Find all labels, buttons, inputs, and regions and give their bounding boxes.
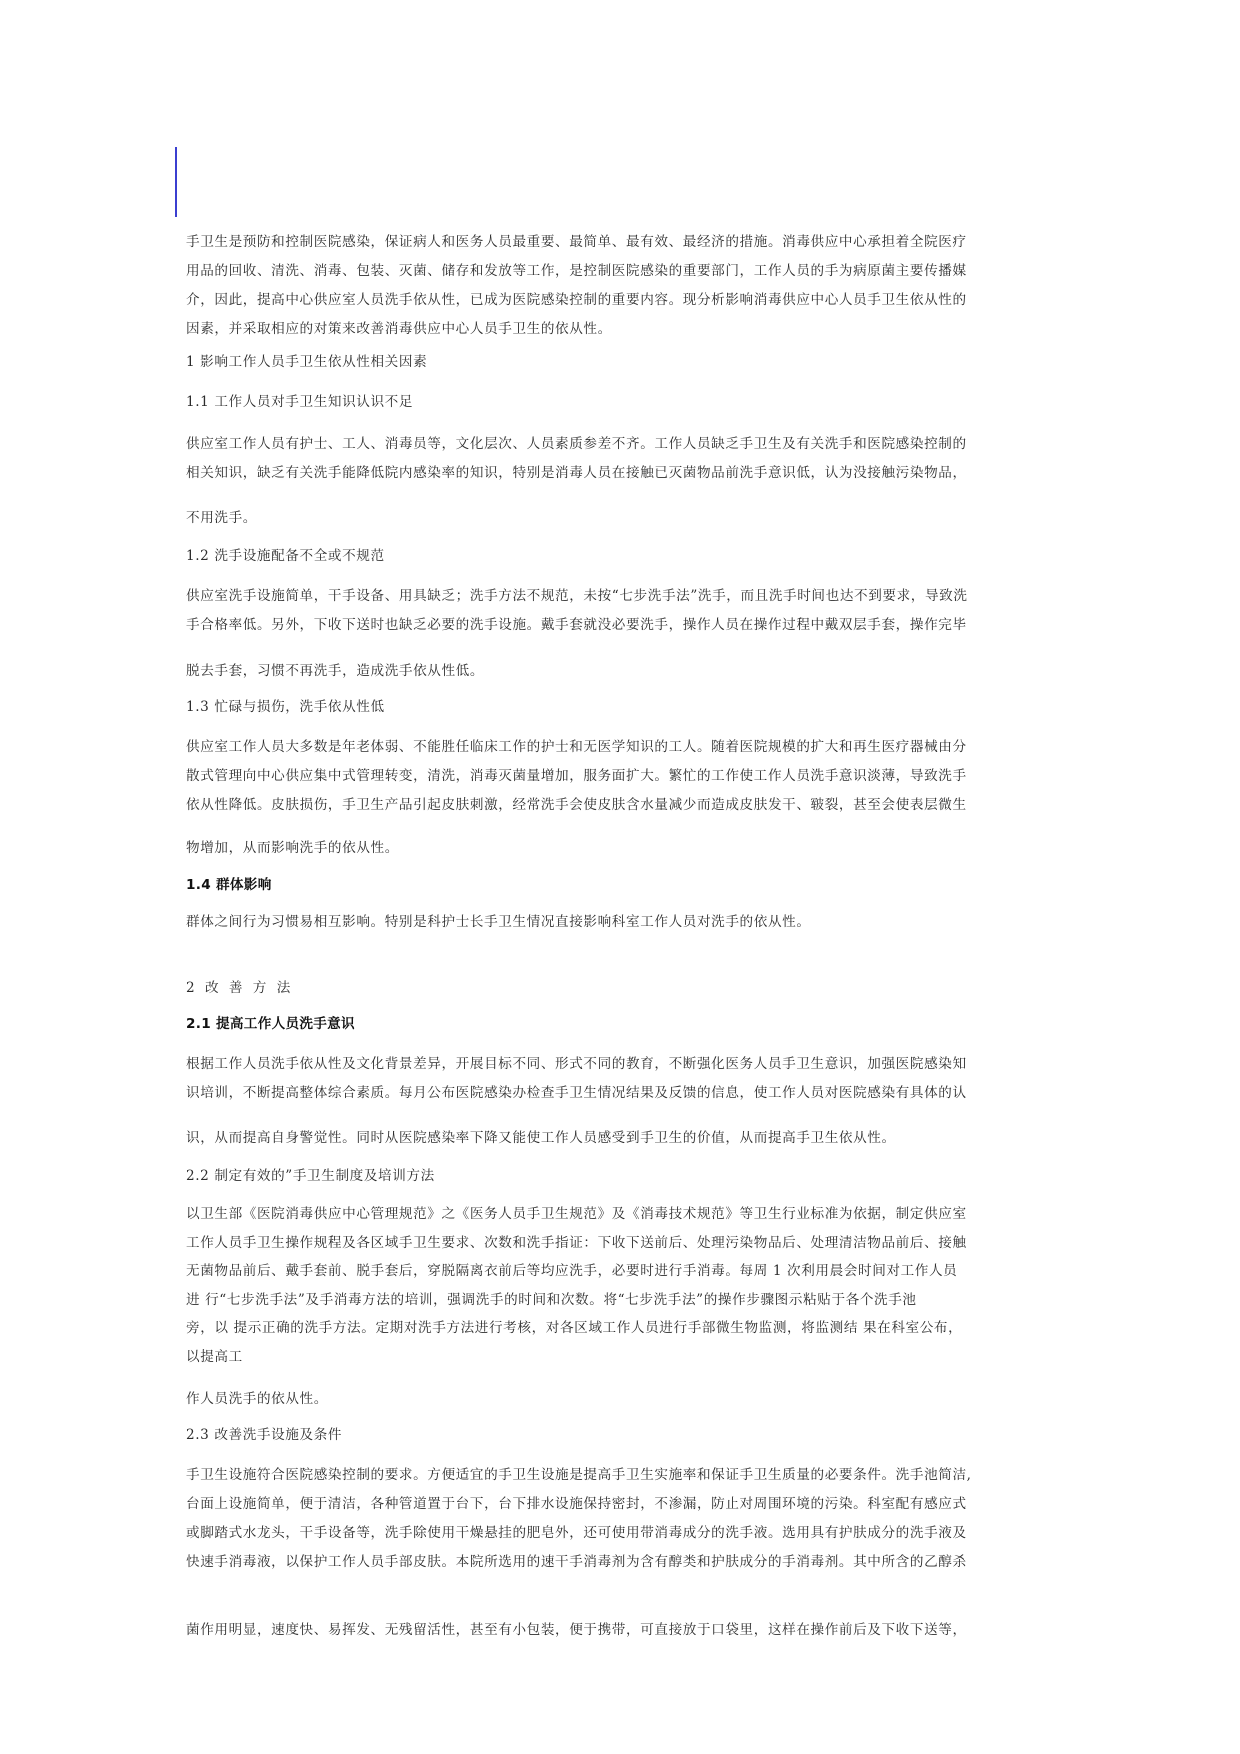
section-1-3-paragraph xyxy=(186,733,1056,820)
section-1-2-tail: 脱去手套，习惯不再洗手，造成洗手依从性低。 xyxy=(186,663,485,679)
paragraph-line: 供应室工作人员大多数是年老体弱、不能胜任临床工作的护士和无医学知识的工人。随着医院规模的扩大和再生医疗器械由分 xyxy=(186,739,967,755)
section-2-2-paragraph xyxy=(186,1200,1056,1371)
paragraph-line: 相关知识，缺乏有关洗手能降低院内感染率的知识，特别是消毒人员在接触已灭菌物品前洗手意识低，认为没接触污染物品， xyxy=(186,465,967,481)
intro-line: 介，因此，提高中心供应室人员洗手依从性，已成为医院感染控制的重要内容。现分析影响消毒供应中心人员手卫生依从性的 xyxy=(186,292,967,308)
intro-line: 因素，并采取相应的对策来改善消毒供应中心人员手卫生的依从性。 xyxy=(186,321,612,337)
paragraph-line: 根据工作人员洗手依从性及文化背景差异，开展目标不同、形式不同的教育，不断强化医务人员手卫生意识，加强医院感染知 xyxy=(186,1056,967,1072)
paragraph-line: 快速手消毒液，以保护工作人员手部皮肤。本院所选用的速干手消毒剂为含有醇类和护肤成分的手消毒剂。其中所含的乙醇杀 xyxy=(186,1554,967,1570)
paragraph-line: 旁，以 提示正确的洗手方法。定期对洗手方法进行考核，对各区域工作人员进行手部微生物监测，将监测结 果在科室公布， xyxy=(186,1320,963,1336)
section-2-3-paragraph xyxy=(186,1461,1056,1577)
paragraph-line: 识培训，不断提高整体综合素质。每月公布医院感染办检查手卫生情况结果及反馈的信息，使工作人员对医院感染有具体的认 xyxy=(186,1085,967,1101)
paragraph-line: 工作人员手卫生操作规程及各区域手卫生要求、次数和洗手指证：下收下送前后、处理污染物品后、处理清洁物品前后、接触 xyxy=(186,1234,967,1251)
section-2-1-paragraph xyxy=(186,1050,1056,1108)
section-2-1-tail: 识，从而提高自身警觉性。同时从医院感染率下降又能使工作人员感受到手卫生的价值，从而提高手卫生依从性。 xyxy=(186,1130,896,1146)
paragraph-line: 供应室工作人员有护士、工人、消毒员等，文化层次、人员素质参差不齐。工作人员缺乏手卫生及有关洗手和医院感染控制的 xyxy=(186,436,967,452)
section-2-1-heading: 2.1 提高工作人员洗手意识 xyxy=(186,1016,355,1032)
section-1-2-heading: 1.2 洗手设施配备不全或不规范 xyxy=(186,548,385,564)
paragraph-line: 手合格率低。另外，下收下送时也缺乏必要的洗手设施。戴手套就没必要洗手，操作人员在操作过程中戴双层手套，操作完毕 xyxy=(186,617,967,633)
section-1-heading: 1 影响工作人员手卫生依从性相关因素 xyxy=(186,354,428,370)
text-cursor-marker xyxy=(175,147,177,217)
paragraph-line: 供应室洗手设施简单，干手设备、用具缺乏；洗手方法不规范，未按“七步洗手法”洗手，而且洗手时间也达不到要求，导致洗 xyxy=(186,588,968,604)
intro-line: 手卫生是预防和控制医院感染，保证病人和医务人员最重要、最简单、最有效、最经济的措施。消毒供应中心承担着全院医疗 xyxy=(186,234,967,250)
section-2-2-tail: 作人员洗手的依从性。 xyxy=(186,1391,328,1407)
paragraph-line: 进 行“七步洗手法”及手消毒方法的培训，强调洗手的时间和次数。将“七步洗手法”的操作步骤图示粘贴于各个洗手池 xyxy=(186,1291,917,1308)
section-2-heading: 2 改 善 方 法 xyxy=(186,980,294,996)
section-1-1-paragraph xyxy=(186,430,1056,488)
paragraph-line: 散式管理向中心供应集中式管理转变，清洗，消毒灭菌量增加，服务面扩大。繁忙的工作使工作人员洗手意识淡薄，导致洗手 xyxy=(186,768,967,784)
paragraph-line: 群体之间行为习惯易相互影响。特别是科护士长手卫生情况直接影响科室工作人员对洗手的依从性。 xyxy=(186,914,811,930)
paragraph-line: 无菌物品前后、戴手套前、脱手套后，穿脱隔离衣前后等均应洗手，必要时进行手消毒。每周 1 次利用晨会时间对工作人员 xyxy=(186,1263,958,1279)
paragraph-line: 台面上设施简单，便于清洁，各种管道置于台下，台下排水设施保持密封，不渗漏，防止对周围环境的污染。科室配有感应式 xyxy=(186,1496,967,1512)
section-1-2-paragraph xyxy=(186,582,1056,640)
section-2-3-heading: 2.3 改善洗手设施及条件 xyxy=(186,1427,343,1443)
intro-paragraph xyxy=(186,228,1056,344)
paragraph-line: 以卫生部《医院消毒供应中心管理规范》之《医务人员手卫生规范》及《消毒技术规范》等卫生行业标准为依据，制定供应室 xyxy=(186,1206,967,1222)
section-1-3-heading: 1.3 忙碌与损伤，洗手依从性低 xyxy=(186,699,385,715)
section-1-4-paragraph xyxy=(186,908,1056,937)
section-1-1-tail: 不用洗手。 xyxy=(186,510,257,526)
paragraph-line: 手卫生设施符合医院感染控制的要求。方便适宜的手卫生设施是提高手卫生实施率和保证手卫生质量的必要条件。洗手池简洁, xyxy=(186,1467,972,1483)
intro-line: 用品的回收、清洗、消毒、包装、灭菌、储存和发放等工作，是控制医院感染的重要部门，工作人员的手为病原菌主要传播媒 xyxy=(186,263,967,279)
section-1-4-heading: 1.4 群体影响 xyxy=(186,877,272,893)
section-2-2-heading: 2.2 制定有效的”手卫生制度及培训方法 xyxy=(186,1168,435,1184)
section-1-1-heading: 1.1 工作人员对手卫生知识认识不足 xyxy=(186,394,414,410)
section-2-3-tail: 菌作用明显，速度快、易挥发、无残留活性，甚至有小包装，便于携带，可直接放于口袋里，这样在操作前后及下收下送等， xyxy=(186,1622,967,1638)
section-1-3-tail: 物增加，从而影响洗手的依从性。 xyxy=(186,840,399,856)
paragraph-line: 依从性降低。皮肤损伤，手卫生产品引起皮肤刺激，经常洗手会使皮肤含水量减少而造成皮肤发干、皲裂，甚至会使表层微生 xyxy=(186,797,967,813)
paragraph-line: 或脚踏式水龙头，干手设备等，洗手除使用干燥悬挂的肥皂外，还可使用带消毒成分的洗手液。选用具有护肤成分的洗手液及 xyxy=(186,1525,967,1541)
paragraph-line: 以提高工 xyxy=(186,1348,243,1365)
